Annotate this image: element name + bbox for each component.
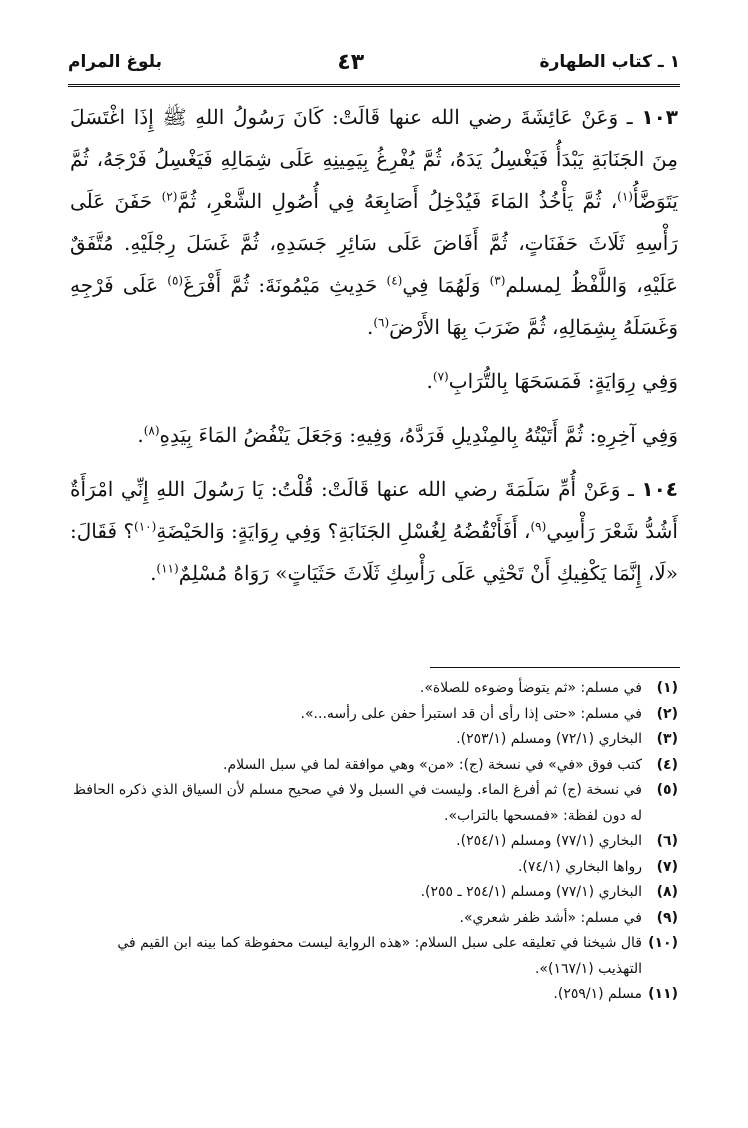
hadith-number: ١٠٤ [641, 477, 678, 501]
footnote-number: (٣) [656, 731, 678, 747]
hadith-104 [70, 468, 678, 594]
footnote-item [70, 778, 678, 829]
footnote-item [70, 702, 678, 728]
hadith-text: . [366, 315, 374, 339]
footnote-ref-6[interactable]: (٦) [373, 315, 390, 330]
footnote-ref-11[interactable]: (١١) [156, 561, 179, 576]
riwaya-2 [70, 414, 678, 456]
footnote-text: في مسلم: «حتى إذا رأى أن قد استبرأ حفن على رأسه...». [300, 705, 642, 722]
hadith-text: ، أَفَأَنْقُضُهُ لِغُسْلِ الجَنَابَةِ؟ وَفِي رِوَايَةٍ: وَالحَيْضَةِ [156, 519, 531, 543]
footnote-text: في مسلم: «ثم يتوضأ وضوءه للصلاة». [419, 680, 642, 696]
footnote-item [70, 880, 678, 906]
hadith-103 [70, 96, 678, 348]
footnote-item [70, 931, 678, 982]
riwaya-1 [70, 360, 678, 402]
footnote-ref-1[interactable]: (١) [617, 189, 633, 204]
footnotes [70, 676, 678, 1008]
riwaya-text: . [137, 423, 144, 447]
footnote-ref-4[interactable]: (٤) [386, 273, 403, 288]
hadith-text: ـ وَعَنْ أُمِّ سَلَمَةَ رضي الله عنها قَالَتْ: قُلْتُ: يَا رَسُولَ اللهِ إِنِّي امْرَأَةٌ أَشُدُّ شَعْرَ رَأْسِي [70, 477, 678, 543]
footnote-text: قال شيخنا في تعليقه على سبل السلام: «هذه الرواية ليست محفوظة كما بينه ابن القيم في التهذيب (١٦٧/١)». [117, 935, 642, 977]
footnote-number: (١٠) [648, 935, 678, 951]
hadith-text: ، ثُمَّ يَأْخُذُ المَاءَ فَيُدْخِلُ أَصَابِعَهُ فِي أُصُولِ الشَّعْرِ، ثُمَّ [177, 189, 618, 213]
footnote-text: البخاري (٧٧/١) ومسلم (٢٥٤/١). [456, 833, 642, 849]
footnote-ref-8[interactable]: (٨) [143, 423, 160, 438]
footnote-text: في مسلم: «أشد ظفر شعري». [459, 909, 642, 926]
footnote-ref-5[interactable]: (٥) [167, 273, 184, 288]
footnote-ref-7[interactable]: (٧) [432, 369, 449, 384]
footnote-item [70, 982, 678, 1008]
riwaya-text: وَفِي آخِرِهِ: ثُمَّ أَتَيْتُهُ بِالمِنْدِيلِ فَرَدَّهُ، وَفِيهِ: وَجَعَلَ يَنْفُضُ المَاءَ بِيَدِهِ [159, 423, 678, 447]
riwaya-text: وَفِي رِوَايَةٍ: فَمَسَحَهَا بِالتُّرَابِ [448, 369, 678, 393]
hadith-text: حَدِيثِ مَيْمُونَةَ: ثُمَّ أَفْرَغَ [183, 273, 387, 297]
footnote-ref-2[interactable]: (٢) [161, 189, 178, 204]
footnote-number: (١١) [648, 986, 678, 1002]
footnote-number: (٨) [656, 884, 678, 900]
chapter-title: ١ ـ كتاب الطهارة [539, 52, 680, 72]
footnote-item [70, 829, 678, 855]
footnote-number: (١) [656, 680, 678, 696]
hadith-text: عَلَى فَرْجِهِ وَغَسَلَهُ بِشِمَالِهِ، ثُمَّ ضَرَبَ بِهَا الأَرْضَ [70, 273, 678, 339]
footnote-number: (٧) [656, 858, 678, 875]
footnote-item [70, 906, 678, 932]
page-header [68, 40, 680, 87]
footnote-ref-3[interactable]: (٣) [489, 273, 506, 288]
book-title: بلوغ المرام [68, 52, 162, 72]
footnote-item [70, 855, 678, 881]
footnote-item [70, 727, 678, 753]
footnote-text: رواها البخاري (٧٤/١). [517, 858, 642, 875]
footnote-text: البخاري (٧٢/١) ومسلم (٢٥٣/١). [456, 731, 642, 747]
footnote-text: البخاري (٧٧/١) ومسلم (٢٥٤/١ ـ ٢٥٥). [420, 884, 642, 900]
footnote-number: (٢) [656, 705, 678, 722]
footnote-item [70, 676, 678, 702]
footnote-text: في نسخة (ج) ثم أفرغ الماء. وليست في السبل ولا في صحيح مسلم لأن السياق الذي ذكره الحافظ له دون لفظة: «فمسحها بالتراب». [72, 782, 642, 824]
footnote-ref-9[interactable]: (٩) [530, 519, 547, 534]
footnote-separator [430, 667, 680, 668]
footnote-number: (٥) [656, 782, 678, 798]
footnote-number: (٤) [656, 756, 678, 773]
hadith-text: ؟ فَقَالَ: «لَا، إِنَّمَا يَكْفِيكِ أَنْ تَحْثِي عَلَى رَأْسِكِ ثَلَاثَ حَثَيَاتٍ» رَوَاهُ مُسْلِمٌ [70, 519, 678, 585]
page-number: ٤٣ [337, 49, 365, 75]
hadith-number: ١٠٣ [641, 105, 678, 129]
footnote-number: (٦) [656, 833, 678, 849]
main-text [70, 96, 678, 606]
hadith-text: حَفَنَ عَلَى رَأْسِهِ ثَلَاثَ حَفَنَاتٍ، ثُمَّ أَفَاضَ عَلَى سَائِرِ جَسَدِهِ، ثُمَّ غَسَلَ رِجْلَيْهِ. مُتَّفَقٌ عَلَيْهِ، وَاللَّفْظُ لِمسلم [70, 189, 678, 297]
footnote-text: مسلم (٢٥٩/١). [553, 986, 642, 1002]
footnote-number: (٩) [656, 909, 678, 926]
hadith-text: . [150, 561, 157, 585]
riwaya-text: . [426, 369, 433, 393]
hadith-text: ـ وَعَنْ عَائِشَةَ رضي الله عنها قَالَتْ: كَانَ رَسُولُ اللهِ ﷺ إِذَا اغْتَسَلَ مِنَ الجَنَابَةِ يَبْدَأُ فَيَغْسِلُ يَدَهُ، ثُمَّ يُفْرِغُ بِيَمِينِهِ عَلَى شِمَالِهِ فَيَغْسِلُ فَرْجَهُ، ثُمَّ يَتَوَضَّأُ [70, 105, 678, 213]
footnote-ref-10[interactable]: (١٠) [134, 519, 157, 534]
footnote-item [70, 753, 678, 779]
hadith-text: وَلَهُمَا فِي [402, 273, 490, 297]
footnote-text: كتب فوق «في» في نسخة (ج): «من» وهي موافقة لما في سبل السلام. [223, 756, 642, 773]
